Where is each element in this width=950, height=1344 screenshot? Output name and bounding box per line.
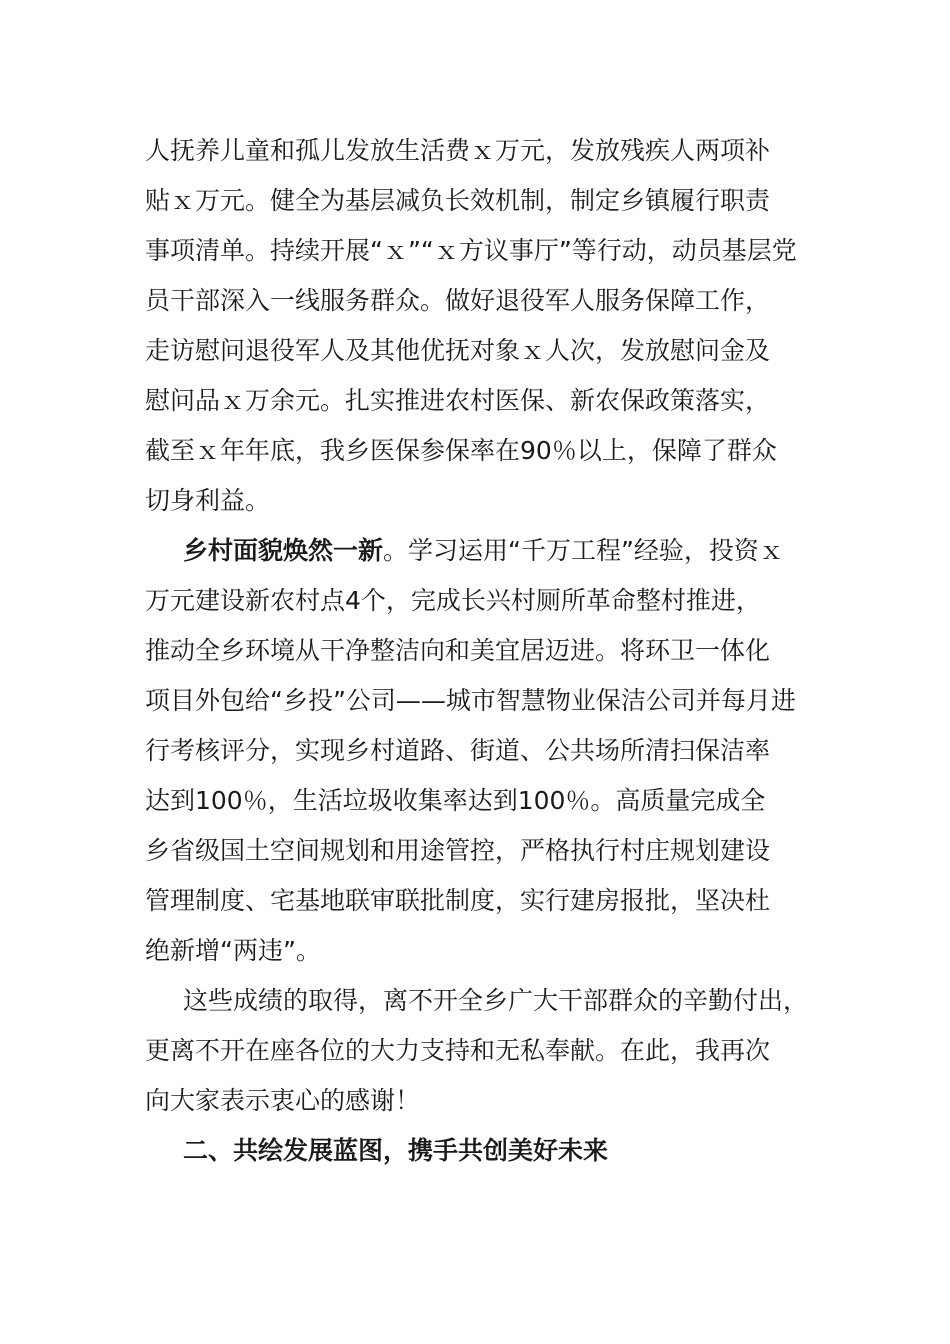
- text-line: 向大家表示衷心的感谢！: [145, 1086, 421, 1115]
- text-line: 慰问品ｘ万余元。扎实推进农村医保、新农保政策落实，: [145, 386, 771, 415]
- text-line: 事项清单。持续开展“ｘ”“ｘ方议事厅”等行动，动员基层党: [145, 236, 797, 265]
- text-line: 万元建设新农村点4个，完成长兴村厕所革命整村推进，: [145, 586, 761, 615]
- text-line: 更离不开在座各位的大力支持和无私奉献。在此，我再次: [145, 1036, 771, 1065]
- paragraph-village-appearance: [145, 526, 835, 976]
- paragraph-social-security: [145, 126, 835, 526]
- text-line: 切身利益。: [145, 486, 271, 515]
- text-line: 推动全乡环境从干净整洁向和美宜居迈进。将环卫一体化: [145, 636, 771, 665]
- text-line: 员干部深入一线服务群众。做好退役军人服务保障工作，: [145, 286, 771, 315]
- text-line: 人抚养儿童和孤儿发放生活费ｘ万元，发放残疾人两项补: [145, 136, 771, 165]
- text-line: 走访慰问退役军人及其他优抚对象ｘ人次，发放慰问金及: [145, 336, 771, 365]
- paragraph-lead-title: 乡村面貌焕然一新: [183, 536, 384, 565]
- text-line: 贴ｘ万元。健全为基层减负长效机制，制定乡镇履行职责: [145, 186, 771, 215]
- text-line: 达到100％，生活垃圾收集率达到100％。高质量完成全: [145, 786, 766, 815]
- paragraph-thanks: [145, 976, 835, 1126]
- text-line: 项目外包给“乡投”公司——城市智慧物业保洁公司并每月进: [145, 686, 796, 715]
- section-heading: [145, 1126, 835, 1176]
- text-line: 管理制度、宅基地联审联批制度，实行建房报批，坚决杜: [145, 886, 771, 915]
- text-line: 绝新增“两违”。: [145, 936, 321, 965]
- text-line: 行考核评分，实现乡村道路、街道、公共场所清扫保洁率: [145, 736, 771, 765]
- text-line: 这些成绩的取得，离不开全乡广大干部群众的辛勤付出，: [183, 986, 809, 1015]
- document-body: [145, 126, 835, 1176]
- text-line: 乡省级国土空间规划和用途管控，严格执行村庄规划建设: [145, 836, 771, 865]
- paragraph-first-line: [145, 526, 835, 576]
- paragraph-first-line-text: 。学习运用“千万工程”经验，投资ｘ: [383, 536, 784, 565]
- section-heading-text: 二、共绘发展蓝图，携手共创美好未来: [183, 1136, 609, 1165]
- text-line: 截至ｘ年年底，我乡医保参保率在90％以上，保障了群众: [145, 436, 777, 465]
